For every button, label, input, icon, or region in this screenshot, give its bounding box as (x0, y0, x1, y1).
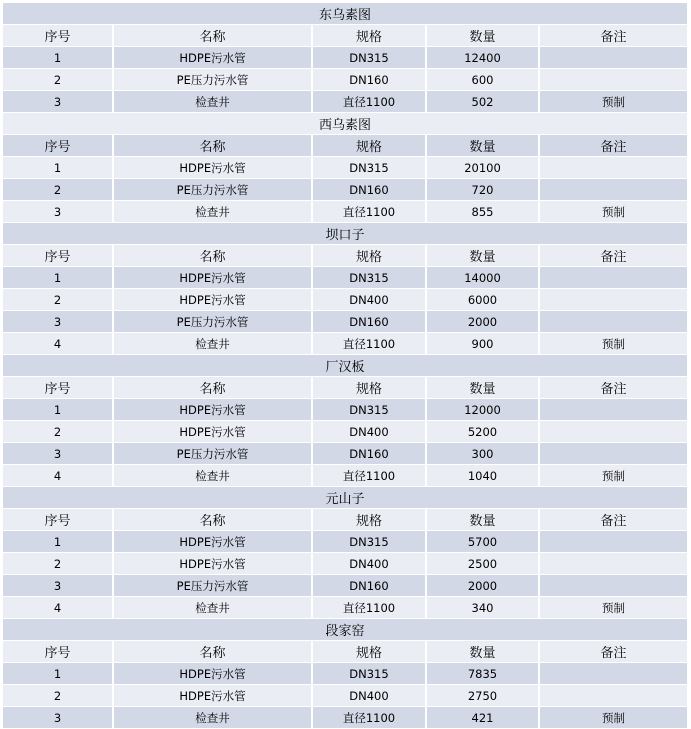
table-row (3, 399, 687, 421)
cell-name: 检查井 (114, 465, 313, 486)
cell-qty: 14000 (427, 267, 540, 288)
column-header-spec: 规格 (313, 135, 427, 156)
column-header-name: 名称 (114, 25, 313, 46)
cell-qty: 20100 (427, 157, 540, 178)
cell-seq: 1 (3, 157, 114, 178)
cell-spec: 直径1100 (313, 597, 427, 618)
column-header-remark: 备注 (600, 382, 627, 397)
material-quantity-table (3, 3, 687, 729)
cell-spec: DN160 (313, 311, 427, 332)
cell-qty: 7835 (427, 663, 540, 684)
cell-name: 检查井 (114, 333, 313, 354)
column-header-name: 名称 (114, 641, 313, 662)
section-title: 坝口子 (3, 223, 687, 245)
cell-remark (540, 179, 687, 200)
cell-spec: DN160 (313, 69, 427, 90)
section-title: 西乌素图 (3, 113, 687, 135)
table-row (3, 333, 687, 355)
column-header-seq: 序号 (3, 509, 114, 530)
cell-spec: 直径1100 (313, 465, 427, 486)
cell-remark (540, 553, 687, 574)
table-row (3, 531, 687, 553)
table-row (3, 685, 687, 707)
table-row (3, 267, 687, 289)
cell-spec: DN315 (313, 399, 427, 420)
table-row (3, 553, 687, 575)
table-row (3, 201, 687, 223)
section-title: 段家窑 (3, 619, 687, 641)
cell-remark (540, 289, 687, 310)
cell-qty: 720 (427, 179, 540, 200)
cell-name: HDPE污水管 (114, 531, 313, 552)
cell-seq: 3 (3, 575, 114, 596)
cell-name: HDPE污水管 (114, 267, 313, 288)
column-header-spec: 规格 (313, 377, 427, 398)
column-header-remark: 备注 (600, 250, 627, 265)
column-header-name: 名称 (114, 245, 313, 266)
cell-remark: 预制 (602, 336, 625, 351)
cell-remark (540, 399, 687, 420)
column-header-qty: 数量 (427, 135, 540, 156)
column-header-seq: 序号 (3, 245, 114, 266)
cell-qty: 2000 (427, 575, 540, 596)
cell-spec: DN160 (313, 443, 427, 464)
cell-remark (540, 311, 687, 332)
cell-name: 检查井 (114, 91, 313, 112)
column-header-qty: 数量 (427, 25, 540, 46)
column-header-row (3, 509, 687, 531)
cell-seq: 3 (3, 201, 114, 222)
table-row (3, 421, 687, 443)
cell-name: PE压力污水管 (114, 311, 313, 332)
cell-qty: 300 (427, 443, 540, 464)
cell-seq: 2 (3, 685, 114, 706)
table-row (3, 575, 687, 597)
cell-name: 检查井 (114, 707, 313, 728)
cell-seq: 3 (3, 311, 114, 332)
cell-qty: 12400 (427, 47, 540, 68)
cell-qty: 6000 (427, 289, 540, 310)
column-header-spec: 规格 (313, 245, 427, 266)
column-header-spec: 规格 (313, 509, 427, 530)
cell-seq: 1 (3, 663, 114, 684)
table-row (3, 707, 687, 729)
cell-qty: 2500 (427, 553, 540, 574)
column-header-spec: 规格 (313, 25, 427, 46)
cell-qty: 2750 (427, 685, 540, 706)
cell-spec: DN315 (313, 663, 427, 684)
cell-seq: 3 (3, 91, 114, 112)
cell-name: HDPE污水管 (114, 399, 313, 420)
cell-remark (540, 531, 687, 552)
cell-remark (540, 267, 687, 288)
cell-seq: 4 (3, 465, 114, 486)
section-title: 厂汉板 (3, 355, 687, 377)
cell-name: 检查井 (114, 201, 313, 222)
column-header-name: 名称 (114, 509, 313, 530)
column-header-seq: 序号 (3, 377, 114, 398)
table-row (3, 179, 687, 201)
column-header-row (3, 135, 687, 157)
cell-seq: 3 (3, 707, 114, 728)
cell-remark (540, 663, 687, 684)
cell-remark (540, 443, 687, 464)
table-row (3, 663, 687, 685)
cell-spec: DN400 (313, 289, 427, 310)
cell-qty: 855 (427, 201, 540, 222)
cell-spec: 直径1100 (313, 201, 427, 222)
cell-seq: 1 (3, 47, 114, 68)
cell-seq: 2 (3, 179, 114, 200)
column-header-remark: 备注 (600, 140, 627, 155)
cell-spec: DN400 (313, 553, 427, 574)
column-header-name: 名称 (114, 377, 313, 398)
cell-seq: 2 (3, 69, 114, 90)
column-header-seq: 序号 (3, 135, 114, 156)
section-title: 东乌素图 (3, 3, 687, 25)
cell-qty: 5200 (427, 421, 540, 442)
cell-name: HDPE污水管 (114, 685, 313, 706)
cell-spec: 直径1100 (313, 91, 427, 112)
column-header-qty: 数量 (427, 641, 540, 662)
table-row (3, 311, 687, 333)
table-row (3, 69, 687, 91)
cell-name: HDPE污水管 (114, 289, 313, 310)
cell-seq: 1 (3, 267, 114, 288)
column-header-spec: 规格 (313, 641, 427, 662)
cell-seq: 4 (3, 333, 114, 354)
cell-qty: 340 (427, 597, 540, 618)
table-row (3, 597, 687, 619)
cell-spec: DN315 (313, 47, 427, 68)
cell-spec: 直径1100 (313, 333, 427, 354)
cell-qty: 2000 (427, 311, 540, 332)
cell-spec: DN160 (313, 575, 427, 596)
cell-remark: 预制 (602, 710, 625, 725)
cell-remark (540, 47, 687, 68)
cell-name: HDPE污水管 (114, 663, 313, 684)
column-header-qty: 数量 (427, 377, 540, 398)
column-header-name: 名称 (114, 135, 313, 156)
cell-seq: 2 (3, 553, 114, 574)
cell-remark (540, 157, 687, 178)
cell-name: HDPE污水管 (114, 421, 313, 442)
table-row (3, 289, 687, 311)
cell-qty: 12000 (427, 399, 540, 420)
column-header-row (3, 377, 687, 399)
cell-name: PE压力污水管 (114, 443, 313, 464)
column-header-seq: 序号 (3, 25, 114, 46)
column-header-row (3, 245, 687, 267)
cell-name: PE压力污水管 (114, 575, 313, 596)
cell-remark: 预制 (602, 204, 625, 219)
cell-name: HDPE污水管 (114, 47, 313, 68)
cell-spec: DN315 (313, 157, 427, 178)
column-header-qty: 数量 (427, 509, 540, 530)
cell-seq: 1 (3, 531, 114, 552)
column-header-remark: 备注 (600, 30, 627, 45)
column-header-remark: 备注 (600, 514, 627, 529)
cell-seq: 2 (3, 421, 114, 442)
column-header-qty: 数量 (427, 245, 540, 266)
cell-remark (540, 421, 687, 442)
cell-remark (540, 69, 687, 90)
cell-spec: DN400 (313, 421, 427, 442)
cell-qty: 1040 (427, 465, 540, 486)
cell-remark (540, 575, 687, 596)
cell-name: PE压力污水管 (114, 69, 313, 90)
cell-remark (540, 685, 687, 706)
cell-name: PE压力污水管 (114, 179, 313, 200)
cell-seq: 4 (3, 597, 114, 618)
cell-remark: 预制 (602, 468, 625, 483)
cell-seq: 1 (3, 399, 114, 420)
cell-spec: DN315 (313, 531, 427, 552)
section-title: 元山子 (3, 487, 687, 509)
table-row (3, 91, 687, 113)
cell-spec: 直径1100 (313, 707, 427, 728)
column-header-row (3, 641, 687, 663)
cell-spec: DN315 (313, 267, 427, 288)
cell-name: 检查井 (114, 597, 313, 618)
cell-qty: 421 (427, 707, 540, 728)
cell-qty: 600 (427, 69, 540, 90)
cell-remark: 预制 (602, 94, 625, 109)
cell-spec: DN400 (313, 685, 427, 706)
column-header-row (3, 25, 687, 47)
column-header-seq: 序号 (3, 641, 114, 662)
column-header-remark: 备注 (600, 646, 627, 661)
cell-seq: 3 (3, 443, 114, 464)
cell-name: HDPE污水管 (114, 157, 313, 178)
table-row (3, 47, 687, 69)
table-row (3, 443, 687, 465)
cell-remark: 预制 (602, 600, 625, 615)
cell-qty: 502 (427, 91, 540, 112)
cell-qty: 900 (427, 333, 540, 354)
cell-name: HDPE污水管 (114, 553, 313, 574)
cell-seq: 2 (3, 289, 114, 310)
table-row (3, 465, 687, 487)
table-row (3, 157, 687, 179)
cell-qty: 5700 (427, 531, 540, 552)
cell-spec: DN160 (313, 179, 427, 200)
